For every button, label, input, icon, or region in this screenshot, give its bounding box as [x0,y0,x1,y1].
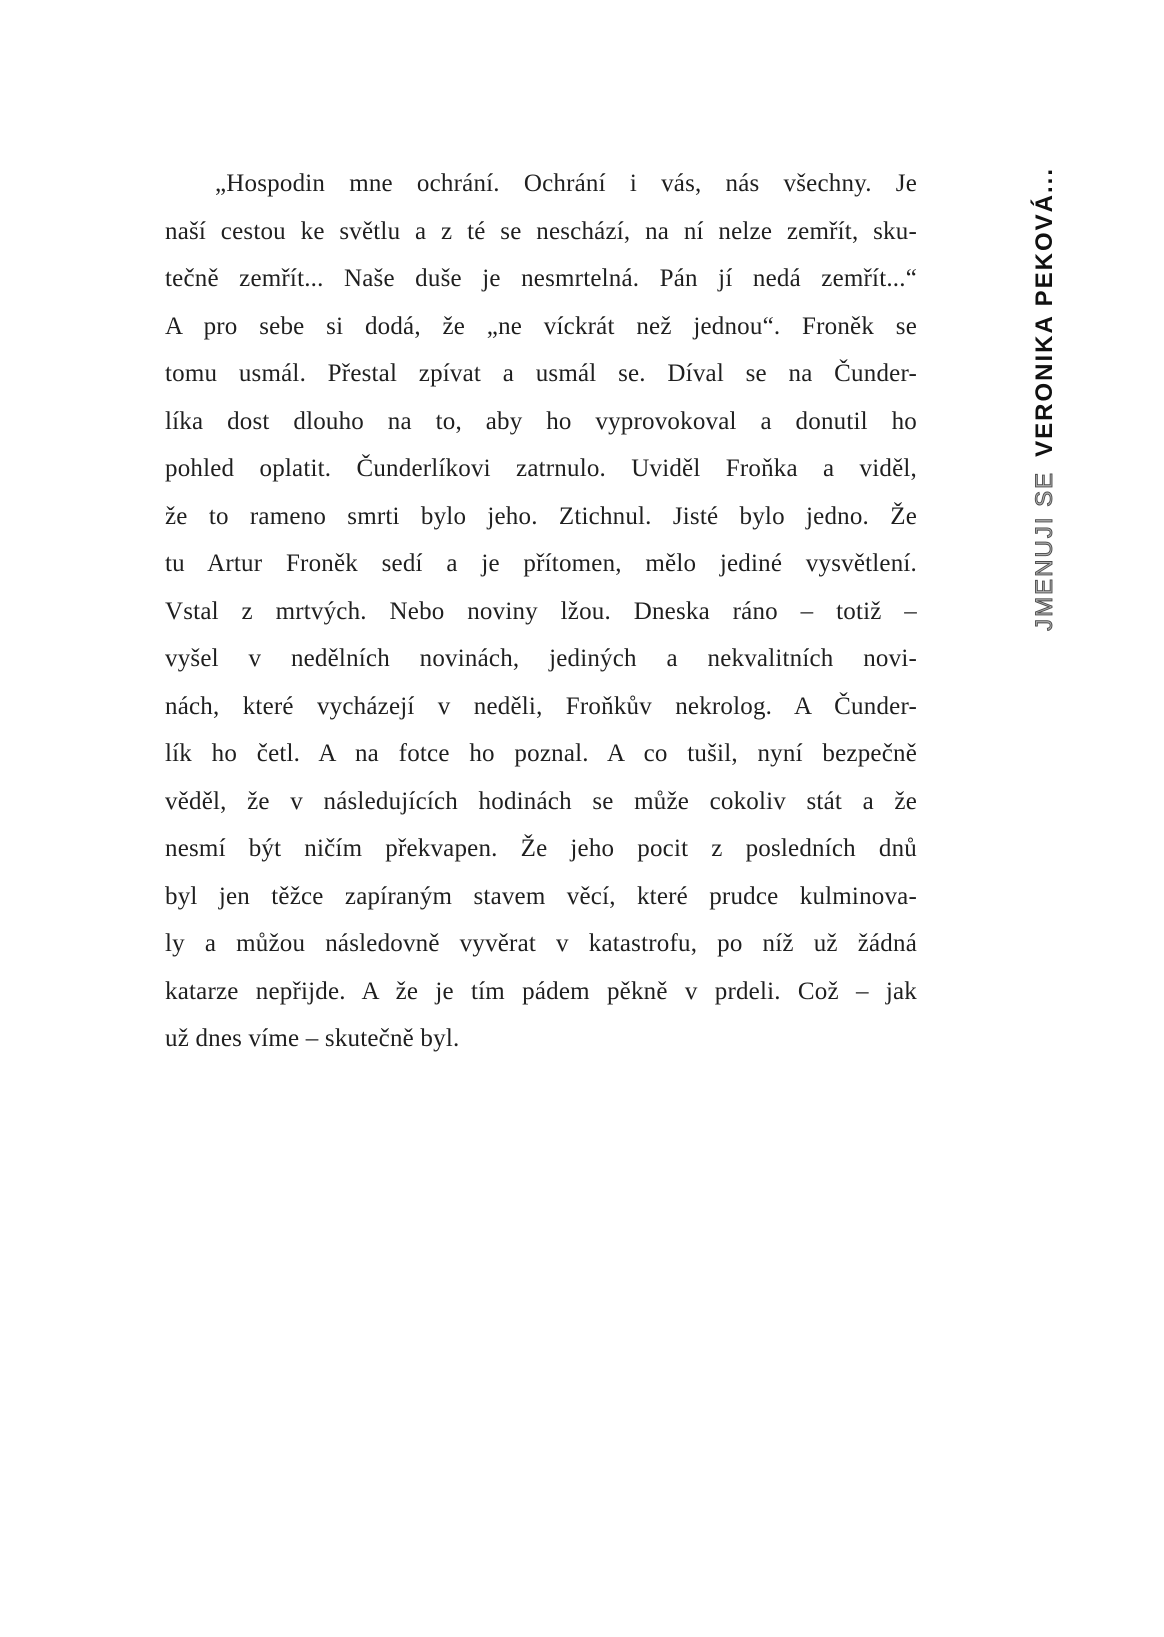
text-line: už dnes víme – skutečně byl. [165,1025,460,1052]
text-line: A pro sebe si dodá, že „ne víckrát než jednou“. Froněk se [165,312,917,340]
text-line: tomu usmál. Přestal zpívat a usmál se. Díval se na Čunder- [165,360,917,387]
text-line: pohled oplatit. Čunderlíkovi zatrnulo. Uviděl Froňka a viděl, [165,455,917,482]
text-line: nách, které vycházejí v neděli, Froňkův nekrolog. A Čunder- [165,692,917,720]
text-line: naší cestou ke světlu a z té se neschází, na ní nelze zemřít, sku- [165,217,917,245]
text-line: že to rameno smrti bylo jeho. Ztichnul. Jisté bylo jedno. Že [165,502,917,530]
running-header-title-label: VERONIKA PEKOVÁ... [1031,167,1058,457]
text-line: věděl, že v následujících hodinách se může cokoliv stát a že [165,787,917,815]
text-line: nesmí být ničím překvapen. Že jeho pocit z posledních dnů [165,835,917,862]
text-line: vyšel v nedělních novinách, jediných a nekvalitních novi- [165,645,917,672]
text-line: Vstal z mrtvých. Nebo noviny lžou. Dneska ráno – totiž – [165,597,917,625]
text-line: „Hospodin mne ochrání. Ochrání i vás, nás všechny. Je [215,170,917,197]
running-header-chapter-label: JMENUJI SE [1031,470,1058,631]
text-line: tečně zemřít... Naše duše je nesmrtelná. Pán jí nedá zemřít...“ [165,265,917,292]
text-line: katarze nepřijde. A že je tím pádem pěkně v prdeli. Což – jak [165,977,917,1005]
text-line: líka dost dlouho na to, aby ho vyprovokoval a donutil ho [165,407,917,435]
text-line: byl jen těžce zapíraným stavem věcí, které prudce kulminova- [165,882,917,910]
running-header-vertical [1030,167,1060,631]
text-line: ly a můžou následovně vyvěrat v katastrofu, po níž už žádná [165,930,917,957]
body-text-block [165,160,917,1063]
text-line: tu Artur Froněk sedí a je přítomen, mělo jediné vysvětlení. [165,550,917,577]
text-line: lík ho četl. A na fotce ho poznal. A co tušil, nyní bezpečně [165,740,917,767]
